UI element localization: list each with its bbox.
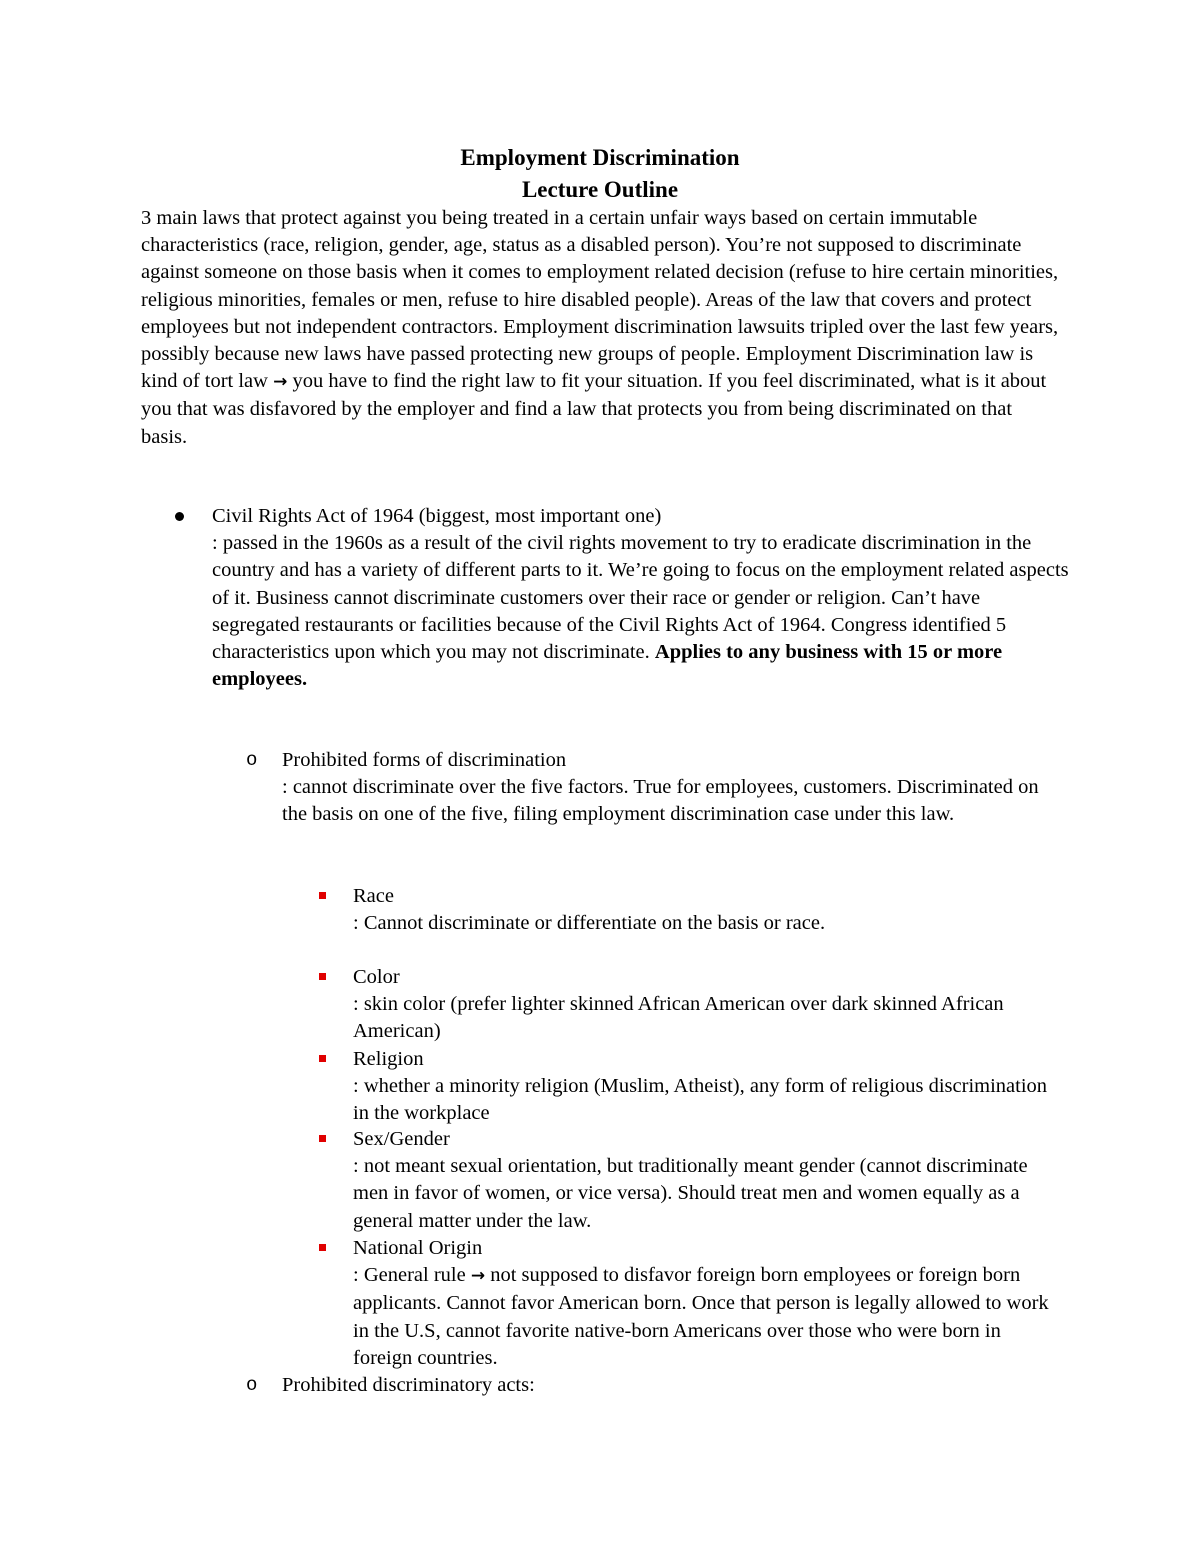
bullet-circle-icon: o <box>246 749 258 771</box>
prohibited-acts-section <box>282 1372 1062 1399</box>
page-subtitle: Lecture Outline <box>521 177 679 202</box>
prohibited-forms-heading: Prohibited forms of discrimination <box>282 749 567 771</box>
bullet-square-icon <box>319 1135 326 1142</box>
factor-body-post: not supposed to disfavor foreign born employees or foreign born applicants. Cannot favor American born. Once that person is legally allowed to work in the U.S, cannot favorite native-born Americans over those who were born in foreign countries. <box>353 1264 1049 1369</box>
factor-national-origin <box>353 1235 1063 1372</box>
bullet-dot-icon <box>175 512 184 521</box>
factor-race <box>353 883 1063 937</box>
factor-body-pre: : General rule <box>353 1264 471 1287</box>
factor-body: : not meant sexual orientation, but traditionally meant gender (cannot discriminate men in favor of women, or vice versa). Should treat men and women equally as a general matter under the law. <box>353 1155 1028 1232</box>
civil-rights-heading: Civil Rights Act of 1964 (biggest, most important one) <box>212 505 662 527</box>
factor-heading: National Origin <box>353 1237 483 1259</box>
bullet-square-icon <box>319 1055 326 1062</box>
page-title: Employment Discrimination <box>460 145 740 170</box>
bullet-square-icon <box>319 1244 326 1251</box>
prohibited-acts-heading: Prohibited discriminatory acts: <box>282 1374 535 1396</box>
factor-sex-gender <box>353 1126 1063 1235</box>
right-arrow-icon: → <box>470 1266 486 1287</box>
factor-heading: Religion <box>353 1048 424 1070</box>
bullet-square-icon <box>319 973 326 980</box>
bullet-square-icon <box>319 892 326 899</box>
factor-heading: Sex/Gender <box>353 1128 450 1150</box>
bullet-circle-icon: o <box>246 1374 258 1396</box>
intro-text-part2: you have to find the right law to fit your situation. If you feel discriminated, what is it about you that was disfavored by the employer and find a law that protects you from being discriminated on that basis. <box>141 370 1047 448</box>
factor-religion <box>353 1046 1063 1128</box>
factor-body: : skin color (prefer lighter skinned African American over dark skinned African American) <box>353 993 1004 1043</box>
civil-rights-bold-note: Applies to any business with 15 or more employees. <box>212 641 1003 691</box>
factor-heading: Race <box>353 885 394 907</box>
intro-text-part1: 3 main laws that protect against you being treated in a certain unfair ways based on certain immutable characteristics (race, religion, gender, age, status as a disabled person). You’re not supposed to discriminate against someone on those basis when it comes to employment related decision (refuse to hire certain minorities, religious minorities, females or men, refuse to hire disabled people). Areas of the law that covers and protect employees but not independent contractors. Employment discrimination lawsuits tripled over the last few years, possibly because new laws have passed protecting new groups of people. Employment Discrimination law is kind of tort law <box>141 207 1059 393</box>
intro-paragraph <box>141 205 1061 451</box>
prohibited-forms-section <box>282 747 1062 829</box>
factor-color <box>353 964 1063 1046</box>
factor-body: : whether a minority religion (Muslim, Atheist), any form of religious discrimination in the workplace <box>353 1075 1048 1125</box>
right-arrow-icon: → <box>273 372 288 393</box>
prohibited-forms-body: : cannot discriminate over the five factors. True for employees, customers. Discriminated on the basis on one of the five, filing employment discrimination case under this law. <box>282 776 1039 826</box>
factor-heading: Color <box>353 966 400 988</box>
factor-body: : Cannot discriminate or differentiate on the basis or race. <box>353 912 826 935</box>
civil-rights-section <box>212 503 1072 693</box>
civil-rights-body: : passed in the 1960s as a result of the civil rights movement to try to eradicate discrimination in the country and has a variety of different parts to it. We’re going to focus on the employment related aspects of it. Business cannot discriminate customers over their race or gender or religion. Can’t have segregated restaurants or facilities because of the Civil Rights Act of 1964. Congress identified 5 characteristics upon which you may not discriminate. <box>212 532 1069 664</box>
